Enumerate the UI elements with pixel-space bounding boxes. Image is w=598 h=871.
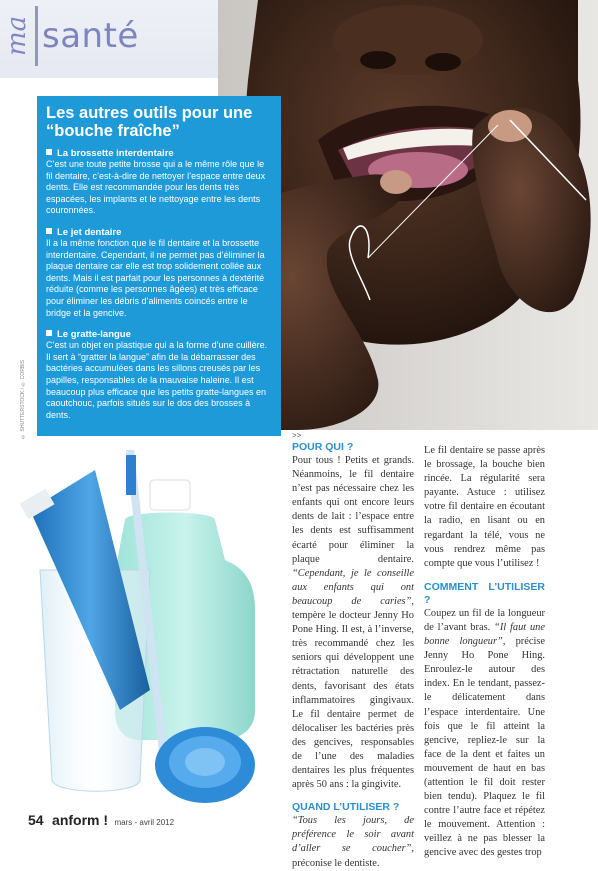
jet-text: Il a la même fonction que le fil dentaire et la brossette interdentaire. Cependant, il ne permet pas d’éliminer la plaque dentaire car elle est trop solidement collée aux dents. Mais il est parfait pour les personnes à dextérité réduite (comme les personnes âgées) et très efficace pour éliminer les débris d’aliments coincés entre le bridge et la gencive. — [46, 237, 265, 318]
sidebar-box — [37, 96, 281, 436]
quand-text — [292, 814, 414, 870]
comment-text-1: Coupez un fil de la longueur de l’avant bras. — [424, 607, 545, 633]
jet-title: Le jet dentaire — [57, 226, 122, 238]
gratte-title: Le gratte-langue — [57, 329, 131, 341]
sidebar-title: Les autres outils pour une “bouche fraîche” — [46, 104, 253, 140]
comment-text-2: , précise Jenny Ho Pone Hing. Enroulez-le autour des index. En le tendant, passez-le délicatement dans l’espace interdentaire. Une fois que le fil atteint la gencive, repliez-le sur la face de la dent et faites un mouvement de haut en bas (attention le fil doit rester bien tendu). Plaquez le fil contre l’autre face et répétez le mouvement. Attention : veillez à ne pas blesser la gencive avec des gestes trop — [424, 636, 545, 859]
article-column-2 — [424, 444, 545, 861]
section-prefix: ma — [2, 15, 32, 57]
quand-text-continued: Le fil dentaire se passe après le brossage, la bouche bien rincée. La régularité sera payante. Astuce : utilisez votre fil dentaire en écoutant la radio, en lisant ou en regardant la télé, vous ne vous rendrez même pas compte que vous l’utilisez ! — [424, 445, 545, 569]
sidebar-section-title — [46, 227, 272, 238]
quand-text-1: , préconise le dentiste. — [292, 843, 414, 869]
comment-heading: COMMENT L’UTILISER ? — [424, 580, 545, 606]
comment-quote: “Il faut une bonne longueur” — [424, 621, 545, 648]
magazine-brand: anform ! — [52, 812, 109, 828]
quand-quote: “Tous les jours, de préférence le soir avant d’aller se coucher” — [292, 815, 414, 855]
continuation-marker: >> — [292, 431, 302, 440]
issue-date: mars - avril 2012 — [114, 818, 175, 827]
pour-qui-text-2: , tempère le docteur Jenny Ho Pone Hing. Il est, à l’inverse, très recommandé chez les seniors qui développent une rétractation naturelle des dents, favorisant des états inflammatoires gingivaux. Le fil dentaire permet de délocaliser les bactéries près des gencives, responsables de l’une des maladies dentaires les plus fréquentes après 50 ans : la gingivite. — [292, 595, 414, 791]
sidebar-section-title — [46, 148, 272, 159]
bullet-square-icon — [46, 228, 52, 234]
photo-credit: © SHUTTERSTOCK / © CORBIS — [20, 360, 26, 439]
section-title: santé — [42, 16, 139, 56]
gratte-text: C’est un objet en plastique qui a la forme d’une cuillère. Il sert à “gratter la langue” afin de la débarrasser des bactéries accumulées dans les sillons creusés par les papilles, responsables de la mauvaise haleine. Il est beaucoup plus efficace que les petits gratte-langues en caoutchouc, parfois situés sur le dos des brosses à dents. — [46, 340, 268, 420]
pour-qui-quote: “Cependant, je le conseille aux enfants qui ont beaucoup de caries” — [292, 567, 414, 607]
pour-qui-heading: POUR QUI ? — [292, 441, 354, 453]
page-footer — [28, 812, 228, 832]
brossette-text: C’est une toute petite brosse qui a le même rôle que le fil dentaire, c’est-à-dire de nettoyer l’espace entre deux dents. Elle est recommandée pour les dents très espacées, les implants et le nettoyage entre les dents couronnées. — [46, 159, 266, 216]
article-column-1 — [292, 430, 414, 871]
dental-products-illustration — [0, 450, 290, 820]
bullet-square-icon — [46, 149, 52, 155]
quand-heading: QUAND L’UTILISER ? — [292, 801, 400, 814]
page-number: 54 — [28, 812, 44, 828]
header-divider — [35, 6, 38, 66]
pour-qui-text — [292, 454, 414, 792]
pour-qui-text-1: Pour tous ! Petits et grands. Néanmoins, le fil dentaire n’est pas nécessaire chez les enfants qui ont encore leurs dents de lait : l’espace entre les dents est suffisamment écarté pour éliminer la plaque dentaire. — [292, 455, 414, 565]
brossette-title: La brossette interdentaire — [57, 148, 174, 159]
comment-text — [424, 607, 545, 861]
sidebar-section-title — [46, 329, 272, 340]
bullet-square-icon — [46, 330, 52, 336]
